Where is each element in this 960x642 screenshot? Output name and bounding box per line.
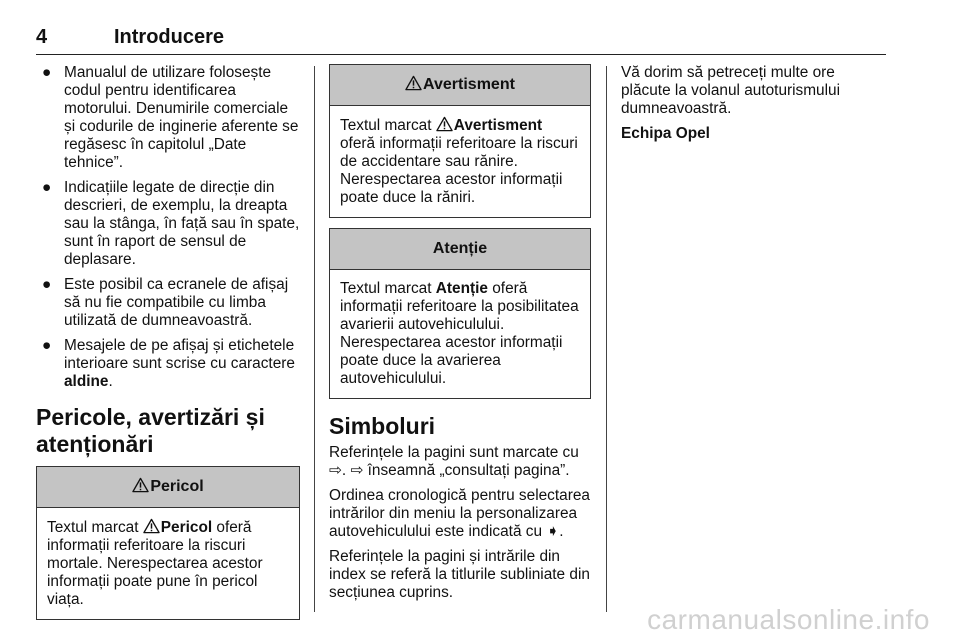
warning-box-body: Textul marcat Avertisment oferă informații referitoare la riscuri de accidentare sau rănire. Nerespectarea acestor informații poate duce la răniri.: [340, 117, 578, 206]
signature: Echipa Opel: [621, 125, 710, 142]
list-item: ● Indicațiile legate de direcție din descrieri, de exemplu, la dreapta sau la stânga, în față sau în spate, sunt în raport de sensul de deplasare.: [42, 179, 300, 268]
column-divider: [606, 66, 607, 612]
bullet-icon: ●: [42, 64, 52, 81]
column-middle: [329, 64, 591, 609]
column-divider: [314, 66, 315, 612]
page-number: 4: [36, 26, 48, 48]
danger-box: [36, 466, 300, 620]
bullet-icon: ●: [42, 276, 52, 293]
section-title: Simboluri: [329, 413, 436, 439]
paragraph: Referințele la pagini și intrările din index se referă la titlurile subliniate din secțiunea cuprins.: [329, 548, 590, 601]
list-item: ● Manualul de utilizare folosește codul pentru identificarea motorului. Denumirile comerciale și codurile de inginerie aferente se regăsesc în capitolul „Date tehnice”.: [42, 64, 299, 171]
danger-box-body: Textul marcat Pericol oferă informații referitoare la riscuri mortale. Nerespectarea acestor informații poate pune în pericol viața.: [47, 519, 263, 608]
danger-box-header: Pericol: [37, 467, 299, 508]
chapter-title: Introducere: [114, 26, 225, 48]
caution-box-header: Atenție: [330, 229, 590, 270]
caution-box: [329, 228, 591, 399]
warning-box: [329, 64, 591, 218]
bullet-icon: ●: [42, 337, 52, 354]
paragraph: Referințele la pagini sunt marcate cu ⇨. ⇨ înseamnă „consultați pagina”.: [329, 444, 579, 479]
page-header: [36, 24, 886, 55]
warning-triangle-icon: [143, 518, 160, 534]
watermark: carmanualsonline.info: [647, 604, 930, 635]
caution-box-body: Textul marcat Atenție oferă informații referitoare la posibilitatea avarierii autovehiculului. Nerespectarea acestor informații poate duce la avarierea autovehiculului.: [340, 280, 579, 387]
list-item: ● Mesajele de pe afișaj și etichetele interioare sunt scrise cu caractere aldine.: [42, 337, 295, 390]
warning-triangle-icon: [405, 75, 422, 91]
warning-triangle-icon: [436, 116, 453, 132]
list-item: ● Este posibil ca ecranele de afișaj să nu fie compatibile cu limba utilizată de dumneavoastră.: [42, 276, 289, 329]
column-left: [36, 64, 300, 630]
paragraph: Vă dorim să petreceți multe ore plăcute la volanul autoturismului dumneavoastră.: [621, 64, 841, 117]
section-title: Pericole, avertizări și atenționări: [36, 404, 265, 457]
warning-triangle-icon: [132, 477, 149, 493]
warning-box-header: Avertisment: [330, 65, 590, 106]
bullet-icon: ●: [42, 179, 52, 196]
column-right: [621, 64, 883, 150]
paragraph: Ordinea cronologică pentru selectarea intrărilor din meniu la personalizarea autovehiculului este indicată cu ➧.: [329, 487, 590, 540]
bullet-list: [36, 64, 300, 391]
